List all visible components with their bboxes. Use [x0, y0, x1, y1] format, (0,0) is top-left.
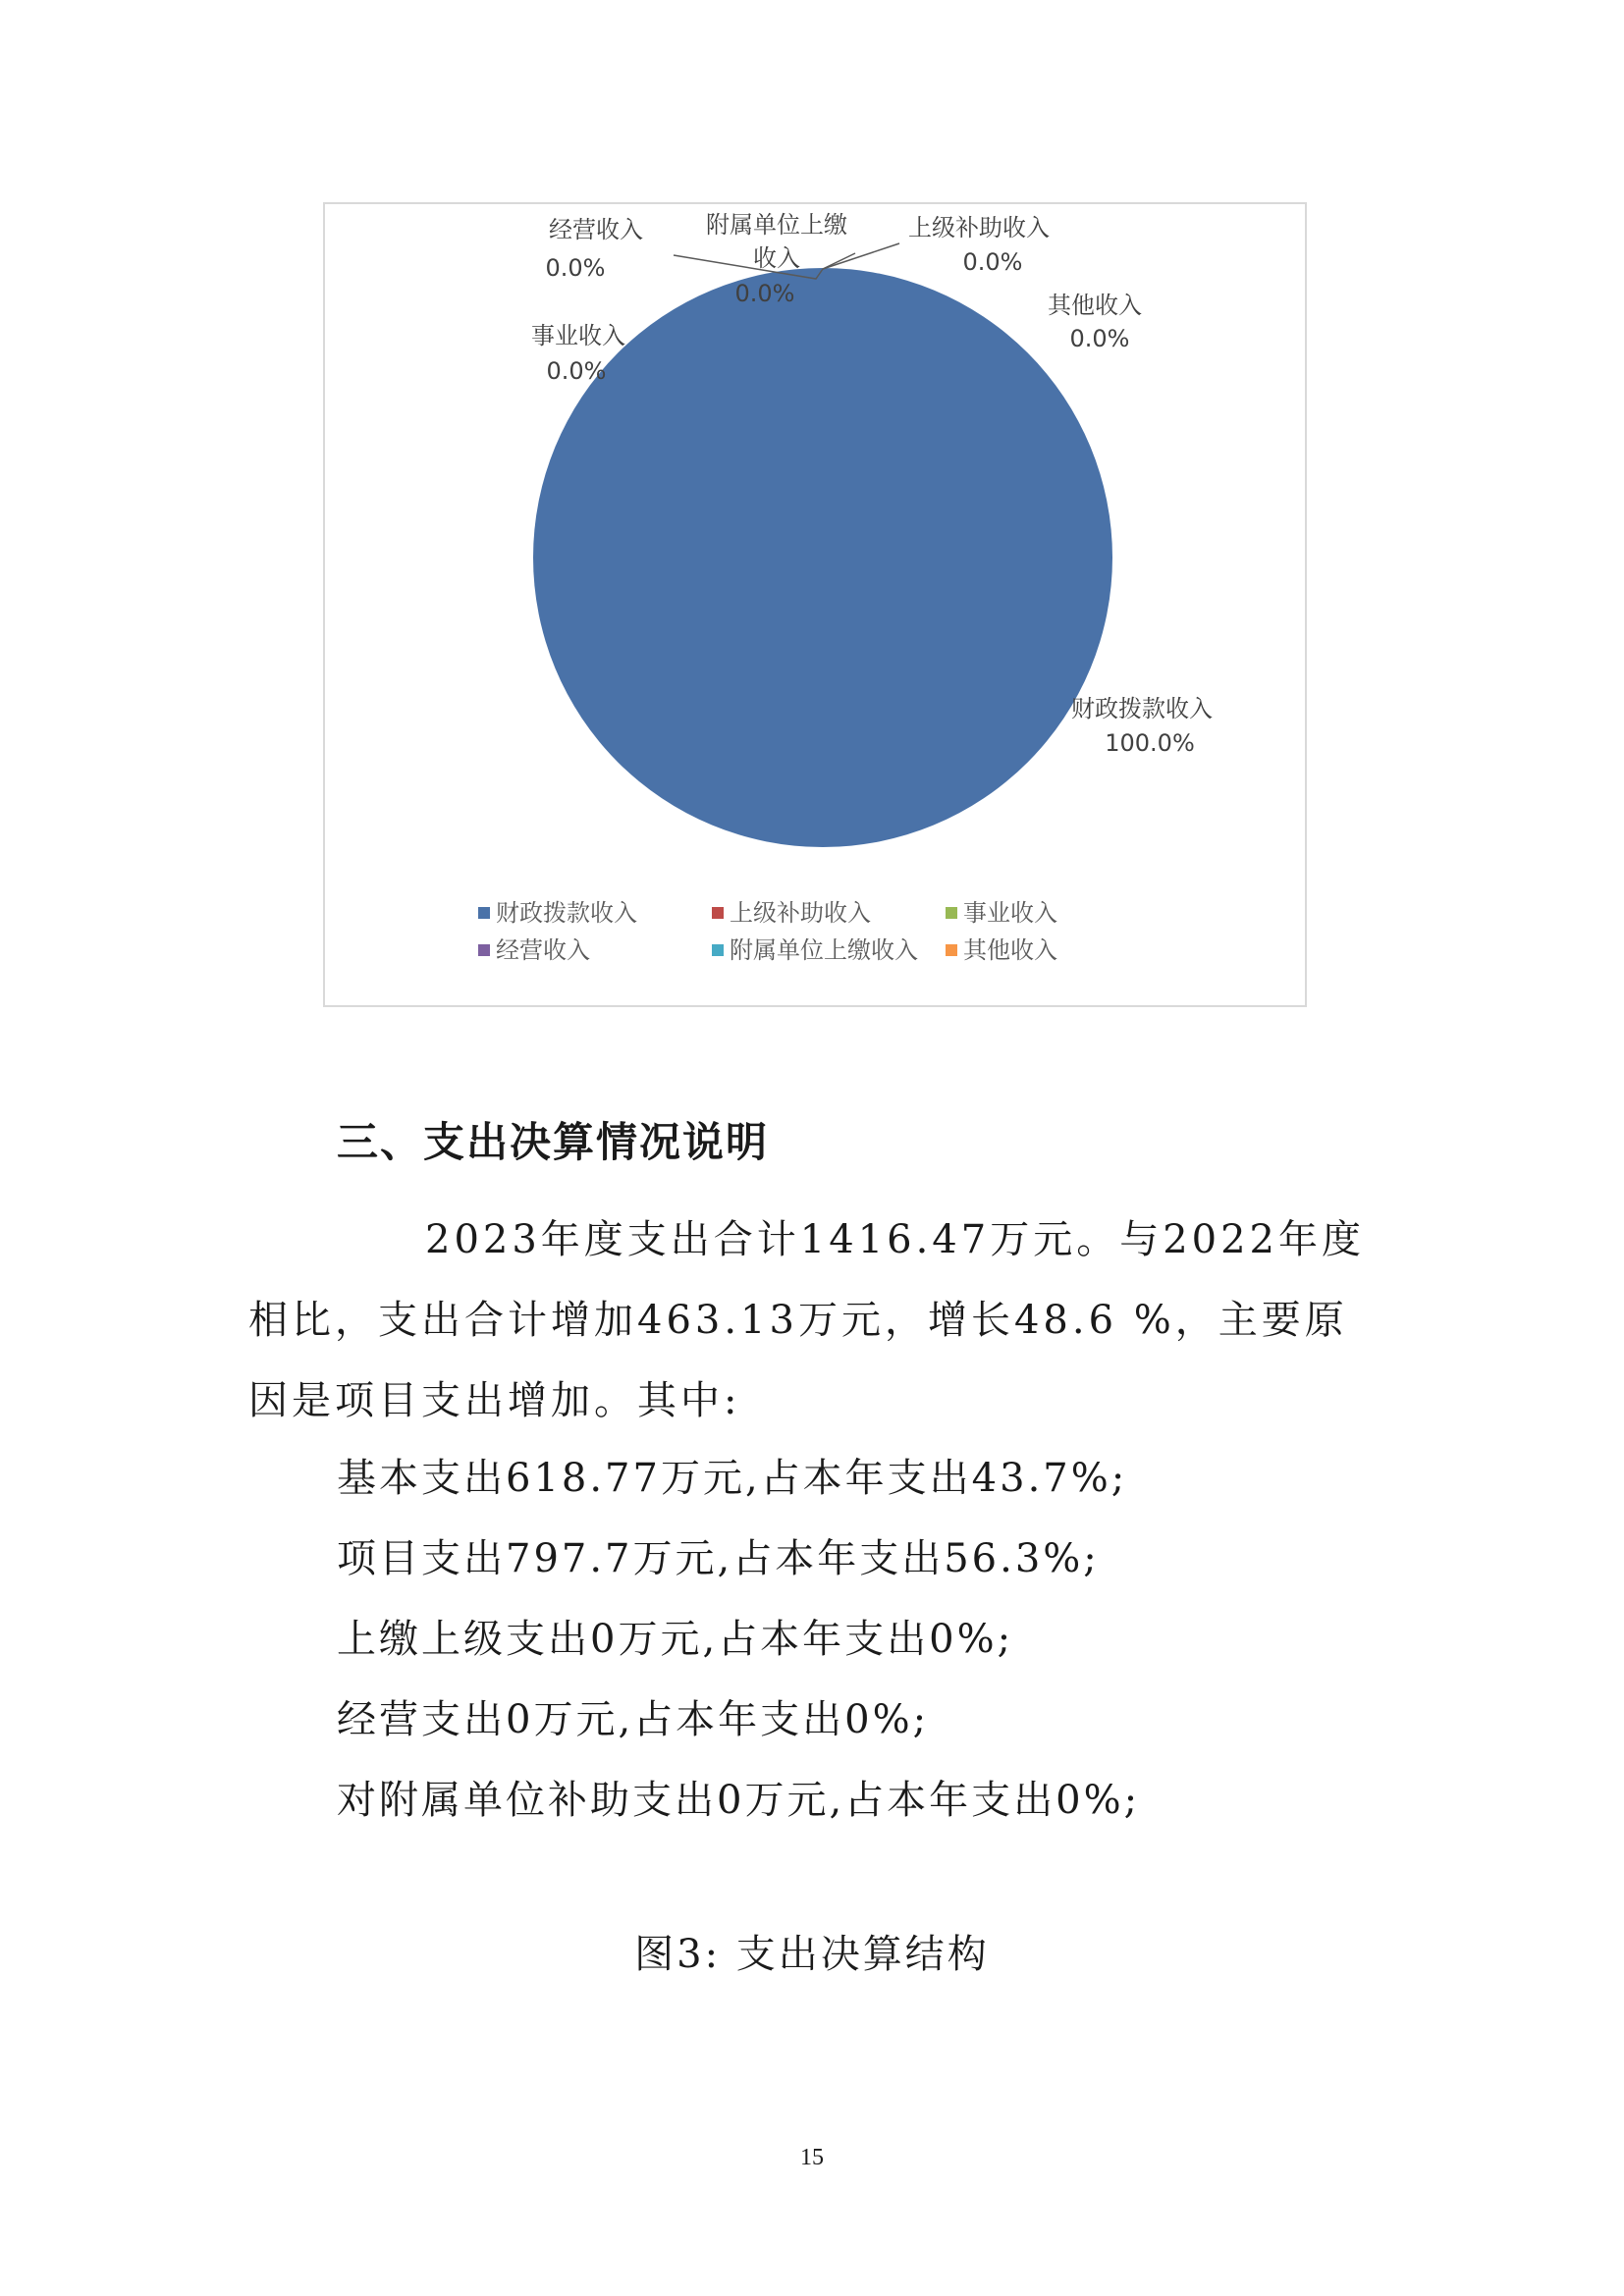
project-expenditure-line: 项目支出797.7万元,占本年支出56.3%;	[337, 1536, 1100, 1581]
legend-label-slice-5: 附属单位上缴收入	[730, 936, 918, 964]
data-label-value-slice-3: 0.0%	[546, 357, 607, 385]
page-number: 15	[800, 2145, 824, 2170]
figure-caption: 图3: 支出决算结构	[634, 1932, 990, 1977]
basic-expenditure-line: 基本支出618.77万元,占本年支出43.7%;	[337, 1456, 1128, 1501]
data-label-value-slice-1: 100.0%	[1105, 729, 1195, 757]
legend-swatch-slice-1	[478, 907, 490, 919]
data-label-value-slice-6: 0.0%	[1069, 325, 1130, 352]
data-label-name-slice-2: 上级补助收入	[908, 214, 1050, 241]
legend-label-slice-4: 经营收入	[496, 936, 590, 964]
pie-slice-1-full	[533, 268, 1112, 847]
data-label-name-slice-5: 附属单位上缴	[706, 211, 847, 239]
legend-swatch-slice-6	[946, 944, 957, 956]
data-label-name-slice-4: 经营收入	[549, 216, 643, 243]
pie-chart-canvas	[325, 204, 1309, 1009]
legend-label-slice-2: 上级补助收入	[730, 899, 871, 927]
legend-label-slice-6: 其他收入	[963, 936, 1057, 964]
operating-expenditure-line: 经营支出0万元,占本年支出0%;	[337, 1697, 930, 1742]
data-label-name-slice-6: 其他收入	[1048, 292, 1142, 319]
data-label-name-slice-3: 事业收入	[531, 322, 625, 349]
legend-swatch-slice-3	[946, 907, 957, 919]
section-heading: 三、支出决算情况说明	[337, 1118, 770, 1166]
legend-label-slice-3: 事业收入	[963, 899, 1057, 927]
income-pie-chart	[323, 202, 1307, 1007]
subsidiary-subsidy-expenditure-line: 对附属单位补助支出0万元,占本年支出0%;	[337, 1778, 1141, 1823]
data-label-value-slice-4: 0.0%	[545, 254, 606, 282]
legend-label-slice-1: 财政拨款收入	[496, 899, 637, 927]
expenditure-summary-paragraph: 2023年度支出合计1416.47万元。与2022年度相比，支出合计增加463.13万元，增长48.6 %，主要原因是项目支出增加。其中:	[248, 1217, 1366, 1423]
data-label-name-slice-1: 财政拨款收入	[1071, 695, 1213, 722]
data-label-value-slice-5: 0.0%	[734, 280, 795, 307]
data-label-value-slice-2: 0.0%	[962, 248, 1023, 276]
legend-swatch-slice-5	[712, 944, 724, 956]
leader-line-3	[823, 243, 899, 269]
legend-swatch-slice-4	[478, 944, 490, 956]
remit-superior-expenditure-line: 上缴上级支出0万元,占本年支出0%;	[337, 1617, 1014, 1662]
legend-swatch-slice-2	[712, 907, 724, 919]
data-label-name2-slice-5: 收入	[753, 244, 800, 272]
